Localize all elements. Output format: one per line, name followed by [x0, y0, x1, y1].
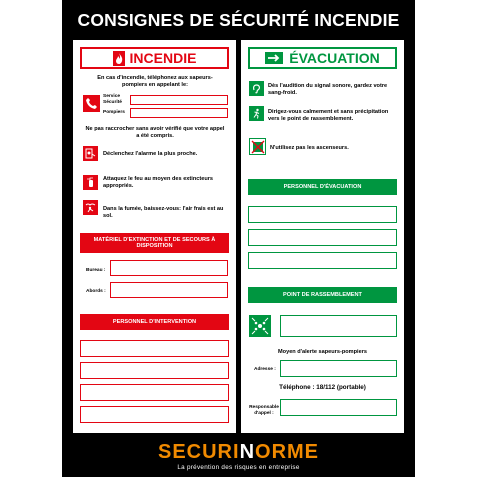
- personnel-evacuation-bar: PERSONNEL D'ÉVACUATION: [248, 179, 397, 195]
- evacuation-field-1[interactable]: [248, 206, 397, 223]
- poster-title: CONSIGNES DE SÉCURITÉ INCENDIE: [77, 10, 400, 30]
- evacuation-field-2[interactable]: [248, 229, 397, 246]
- abords-field[interactable]: [110, 282, 228, 298]
- brand-part3: ORME: [255, 441, 320, 463]
- pompiers-label: Pompiers: [103, 110, 125, 115]
- evacuation-header: [248, 47, 397, 69]
- abords-label: Abords :: [86, 289, 106, 294]
- bureau-label: Bureau :: [86, 268, 106, 273]
- responsable-field[interactable]: [280, 399, 397, 416]
- intro-text: En cas d'incendie, téléphonez aux sapeurs-pompiers en appelant le:: [97, 75, 213, 88]
- lifts-text: N'utilisez pas les ascenseurs.: [270, 145, 349, 151]
- attack-text: Attaquez le feu au moyen des extincteurs appropriés.: [103, 176, 214, 189]
- extinguisher-icon: [83, 175, 98, 190]
- intervention-field-1[interactable]: [80, 340, 229, 357]
- brand-part1: SECURI: [157, 441, 240, 463]
- brand-tagline: La prévention des risques en entreprise: [177, 464, 300, 471]
- brand-logo: [62, 441, 415, 464]
- telephone-text: Téléphone : 18/112 (portable): [279, 384, 366, 391]
- ear-icon: [249, 81, 264, 96]
- alarm-text: Déclenchez l'alarme la plus proche.: [103, 151, 198, 157]
- adresse-label: Adresse :: [254, 367, 276, 372]
- phone-icon: [83, 95, 100, 112]
- evacuation-field-3[interactable]: [248, 252, 397, 269]
- service-field[interactable]: [130, 95, 228, 105]
- personnel-intervention-bar: PERSONNEL D'INTERVENTION: [80, 314, 229, 330]
- no-hangup-text: Ne pas raccrocher sans avoir vérifié que votre appel a été compris.: [85, 126, 225, 139]
- intervention-field-4[interactable]: [80, 406, 229, 423]
- running-person-icon: [249, 106, 264, 121]
- alarm-icon: [83, 146, 98, 161]
- evacuation-panel: [241, 40, 404, 433]
- service-label: Service Sécurité: [103, 94, 122, 105]
- evacuation-title: ÉVACUATION: [289, 50, 380, 66]
- bureau-field[interactable]: [110, 260, 228, 276]
- intervention-field-3[interactable]: [80, 384, 229, 401]
- adresse-field[interactable]: [280, 360, 397, 377]
- assembly-point-icon: [249, 315, 271, 337]
- flame-icon: [113, 51, 125, 66]
- rassemblement-field[interactable]: [280, 315, 397, 337]
- smoke-text: Dans la fumée, baissez-vous: l'air frais est au sol.: [103, 206, 224, 219]
- direct-text: Dirigez-vous calmement et sans précipitation vers le point de rassemblement.: [268, 109, 389, 122]
- safety-poster: [62, 0, 415, 477]
- brand-part2: N: [239, 441, 256, 463]
- materiel-bar: MATÉRIEL D'EXTINCTION ET DE SECOURS À DISPOSITION: [80, 233, 229, 253]
- no-lift-icon: [249, 138, 266, 155]
- incendie-title: INCENDIE: [129, 50, 197, 66]
- arrow-right-icon: [265, 52, 283, 64]
- incendie-panel: [73, 40, 236, 433]
- smoke-icon: [83, 200, 98, 215]
- rassemblement-bar: POINT DE RASSEMBLEMENT: [248, 287, 397, 303]
- responsable-label: Responsable d'appel :: [249, 405, 279, 416]
- pompiers-field[interactable]: [130, 108, 228, 118]
- incendie-header: [80, 47, 229, 69]
- signal-text: Dès l'audition du signal sonore, gardez votre sang-froid.: [268, 83, 388, 96]
- intervention-field-2[interactable]: [80, 362, 229, 379]
- moyen-alerte-text: Moyen d'alerte sapeurs-pompiers: [278, 349, 367, 355]
